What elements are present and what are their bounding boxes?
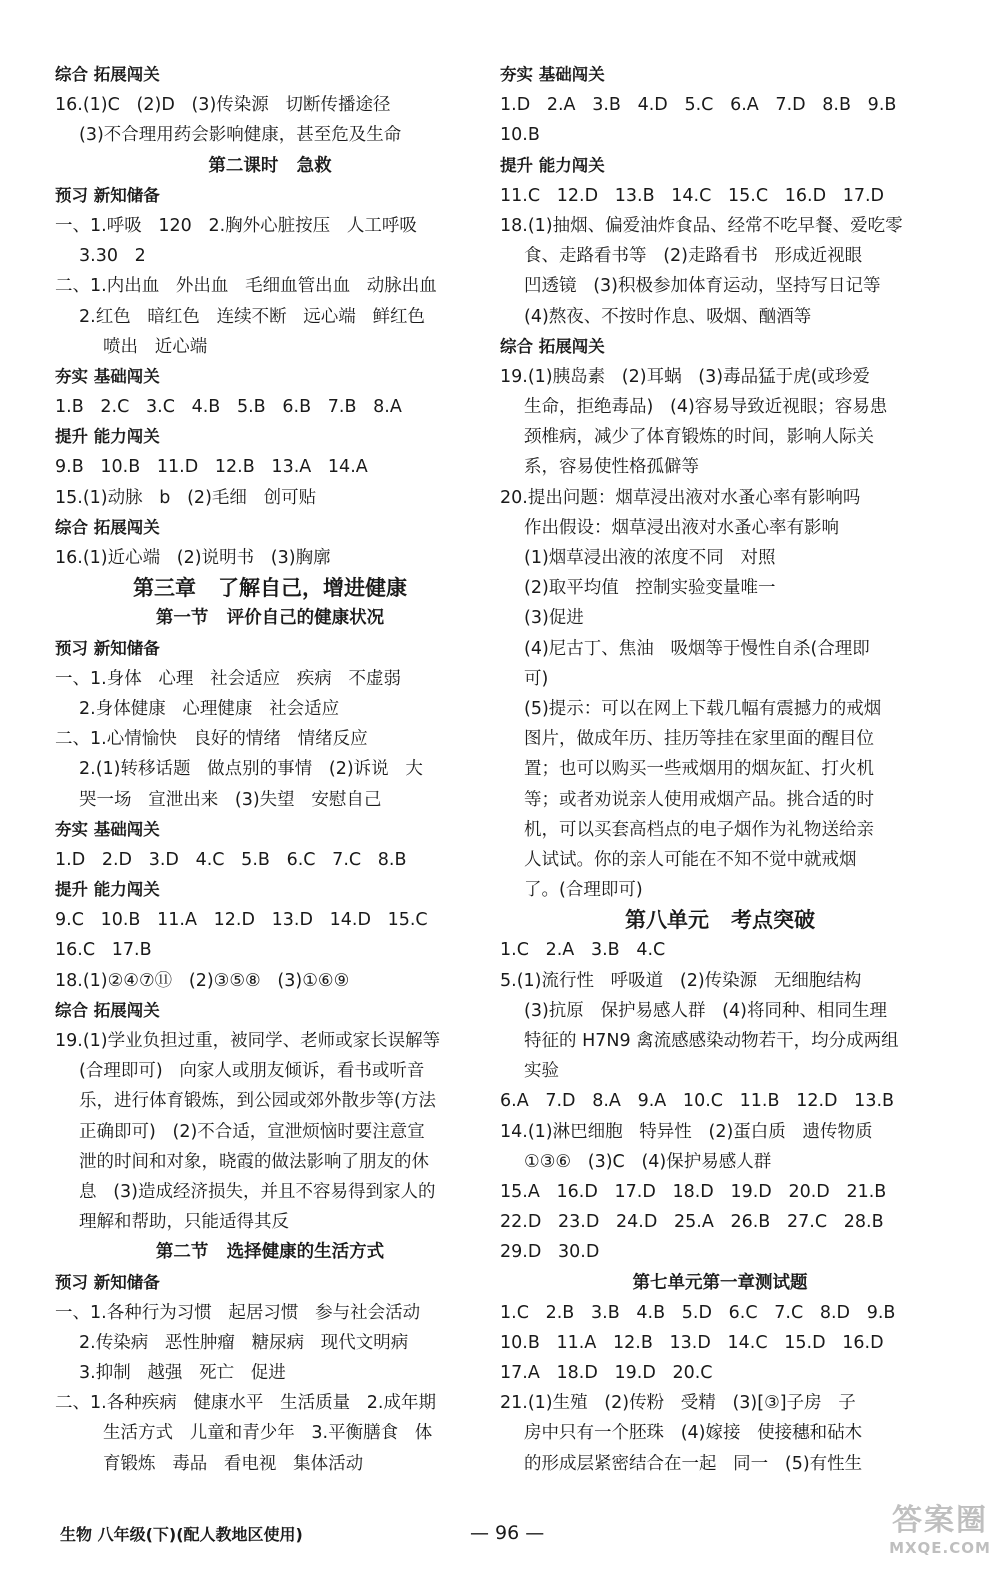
answer-line: 正确即可) (2)不合适，宣泄烦恼时要注意宣 xyxy=(79,1121,425,1142)
answer-line: 哭一场 宣泄出来 (3)失望 安慰自己 xyxy=(79,789,382,810)
section-label: 综合 拓展闯关 xyxy=(55,65,160,84)
answer-line: 凹透镜 (3)积极参加体育运动，坚持写日记等 xyxy=(524,276,881,297)
answer-line: 6.A 7.D 8.A 9.A 10.C 11.B 12.D 13.B xyxy=(500,1091,895,1112)
answer-line: ①③⑥ (3)C (4)保护易感人群 xyxy=(524,1151,772,1172)
section-label: 预习 新知储备 xyxy=(55,185,160,205)
answer-line: 2.身体健康 心理健康 社会适应 xyxy=(79,698,340,719)
answer-line: 人试试。你的亲人可能在不知不觉中就戒烟 xyxy=(524,849,857,870)
answer-line: 理解和帮助，只能适得其反 xyxy=(79,1212,289,1233)
section-label: 夯实 基础闯关 xyxy=(500,65,605,84)
watermark-url: MXQE.COM xyxy=(889,1539,991,1557)
section-label: 预习 新知储备 xyxy=(55,638,160,658)
left-answer-column xyxy=(55,60,485,1479)
answer-line: 图片，做成年历、挂历等挂在家里面的醒目位 xyxy=(524,729,874,750)
answer-line: 22.D 23.D 24.D 25.A 26.B 27.C 28.B xyxy=(500,1212,884,1233)
page-footer xyxy=(60,1522,940,1545)
section-label: 夯实 基础闯关 xyxy=(55,366,160,386)
answer-line: 11.C 12.D 13.B 14.C 15.C 16.D 17.D xyxy=(500,185,885,206)
answer-line: 育锻炼 毒品 看电视 集体活动 xyxy=(103,1453,364,1474)
footer-subject: 生物 八年级(下)(配人教地区使用) xyxy=(60,1525,303,1544)
answer-line: 等；或者劝说亲人使用戒烟产品。挑合适的时 xyxy=(524,789,874,810)
answer-line: 14.(1)淋巴细胞 特异性 (2)蛋白质 遗传物质 xyxy=(500,1121,873,1142)
answer-line: 9.B 10.B 11.D 12.B 13.A 14.A xyxy=(55,457,368,478)
answer-line: (合理即可) 向家人或朋友倾诉，看书或听音 xyxy=(79,1061,425,1082)
answer-line: 喷出 近心端 xyxy=(103,336,208,357)
answer-line: 1.D 2.A 3.B 4.D 5.C 6.A 7.D 8.B 9.B xyxy=(500,95,897,116)
answer-line: 2.(1)转移话题 做点别的事情 (2)诉说 大 xyxy=(79,759,423,780)
lesson-heading: 第二节 选择健康的生活方式 xyxy=(155,1242,385,1263)
answer-line: 15.(1)动脉 b (2)毛细 创可贴 xyxy=(55,487,317,508)
answer-line: 15.A 16.D 17.D 18.D 19.D 20.D 21.B xyxy=(500,1181,887,1202)
section-label: 提升 能力闯关 xyxy=(55,880,160,900)
answer-line: 19.(1)胰岛素 (2)耳蜗 (3)毒品猛于虎(或珍爱 xyxy=(500,366,870,387)
answer-line: 置；也可以购买一些戒烟用的烟灰缸、打火机 xyxy=(524,759,874,780)
answer-line: 9.C 10.B 11.A 12.D 13.D 14.D 15.C xyxy=(55,910,428,931)
answer-line: 2.红色 暗红色 连续不断 远心端 鲜红色 xyxy=(79,306,425,327)
chapter-heading: 第三章 了解自己，增进健康 xyxy=(133,576,407,601)
answer-line: 2.传染病 恶性肿瘤 糖尿病 现代文明病 xyxy=(79,1332,409,1353)
answer-line: 16.(1)近心端 (2)说明书 (3)胸廓 xyxy=(55,548,331,568)
answer-line: 一、1.身体 心理 社会适应 疾病 不虚弱 xyxy=(55,668,401,689)
answer-line: 息 (3)造成经济损失，并且不容易得到家人的 xyxy=(79,1181,436,1202)
answer-line: 系，容易使性格孤僻等 xyxy=(524,457,699,478)
answer-line: 1.C 2.A 3.B 4.C xyxy=(500,940,666,961)
answer-line: (3)促进 xyxy=(524,608,584,629)
answer-line: 10.B 11.A 12.B 13.D 14.C 15.D 16.D xyxy=(500,1332,884,1353)
answer-line: 实验 xyxy=(524,1061,559,1082)
answer-line: (3)不合理用药会影响健康，甚至危及生命 xyxy=(79,125,402,146)
section-label: 夯实 基础闯关 xyxy=(55,819,160,839)
section-label: 综合 拓展闯关 xyxy=(500,336,605,356)
answer-line: 3.抑制 越强 死亡 促进 xyxy=(79,1363,286,1384)
answer-line: 的形成层紧密结合在一起 同一 (5)有性生 xyxy=(524,1453,863,1474)
answer-line: 1.B 2.C 3.C 4.B 5.B 6.B 7.B 8.A xyxy=(55,397,402,418)
answer-line: 21.(1)生殖 (2)传粉 受精 (3)[③]子房 子 xyxy=(500,1393,856,1414)
answer-line: (5)提示：可以在网上下载几幅有震撼力的戒烟 xyxy=(524,698,882,719)
answer-line: 可) xyxy=(524,668,549,689)
answer-line: 食、走路看书等 (2)走路看书 形成近视眼 xyxy=(524,246,863,267)
answer-line: 乐，进行体育锻炼，到公园或郊外散步等(方法 xyxy=(79,1091,436,1112)
answer-line: 一、1.各种行为习惯 起居习惯 参与社会活动 xyxy=(55,1302,421,1323)
answer-line: 了。(合理即可) xyxy=(524,880,643,901)
answer-line: (4)尼古丁、焦油 吸烟等于慢性自杀(合理即 xyxy=(524,638,870,659)
answer-line: 特征的 H7N9 禽流感感染动物若干，均分成两组 xyxy=(524,1031,899,1051)
answer-line: 3.30 2 xyxy=(79,246,146,267)
answer-line: 16.C 17.B xyxy=(55,940,152,961)
section-label: 提升 能力闯关 xyxy=(55,427,160,447)
answer-line: 29.D 30.D xyxy=(500,1242,600,1263)
answer-line: 16.(1)C (2)D (3)传染源 切断传播途径 xyxy=(55,95,391,116)
answer-line: 泄的时间和对象，晓霞的做法影响了朋友的休 xyxy=(79,1151,429,1172)
answer-line: 17.A 18.D 19.D 20.C xyxy=(500,1363,713,1384)
lesson-heading: 第七单元第一章测试题 xyxy=(632,1272,808,1293)
section-label: 提升 能力闯关 xyxy=(500,155,605,175)
watermark-logo-text: 答案圈 xyxy=(892,1503,988,1538)
answer-line: 颈椎病，减少了体育锻炼的时间，影响人际关 xyxy=(524,427,874,448)
lesson-heading: 第二课时 急救 xyxy=(208,155,332,176)
section-label: 预习 新知储备 xyxy=(55,1272,160,1292)
section-label: 综合 拓展闯关 xyxy=(55,517,160,537)
answer-line: 机，可以买套高档点的电子烟作为礼物送给亲 xyxy=(524,819,874,840)
answer-line: 5.(1)流行性 呼吸道 (2)传染源 无细胞结构 xyxy=(500,970,862,991)
answer-line: 二、1.心情愉快 良好的情绪 情绪反应 xyxy=(55,729,368,750)
answer-line: 20.提出问题：烟草浸出液对水蚤心率有影响吗 xyxy=(500,487,861,508)
answer-line: 二、1.各种疾病 健康水平 生活质量 2.成年期 xyxy=(55,1393,436,1414)
answer-line: 19.(1)学业负担过重，被同学、老师或家长误解等 xyxy=(55,1031,441,1051)
chapter-heading: 第八单元 考点突破 xyxy=(625,908,815,933)
answer-line: (2)取平均值 控制实验变量唯一 xyxy=(524,578,776,599)
lesson-heading: 第一节 评价自己的健康状况 xyxy=(155,608,385,629)
answer-line: 18.(1)②④⑦⑪ (2)③⑤⑧ (3)①⑥⑨ xyxy=(55,970,350,991)
answer-line: (1)烟草浸出液的浓度不同 对照 xyxy=(524,548,776,568)
answer-line: 生活方式 儿童和青少年 3.平衡膳食 体 xyxy=(103,1423,433,1444)
answer-line: (3)抗原 保护易感人群 (4)将同种、相同生理 xyxy=(524,1000,887,1021)
right-answer-column xyxy=(500,60,940,1479)
answer-line: 生命，拒绝毒品) (4)容易导致近视眼；容易患 xyxy=(524,397,888,418)
page-number: — 96 — xyxy=(470,1522,545,1544)
answer-line: 作出假设：烟草浸出液对水蚤心率有影响 xyxy=(524,517,839,538)
answer-line: 1.D 2.D 3.D 4.C 5.B 6.C 7.C 8.B xyxy=(55,849,407,870)
section-label: 综合 拓展闯关 xyxy=(55,1000,160,1020)
answer-line: 一、1.呼吸 120 2.胸外心脏按压 人工呼吸 xyxy=(55,215,417,236)
answer-line: 房中只有一个胚珠 (4)嫁接 使接穗和砧木 xyxy=(524,1423,863,1444)
answer-line: 10.B xyxy=(500,125,540,146)
answer-line: 1.C 2.B 3.B 4.B 5.D 6.C 7.C 8.D 9.B xyxy=(500,1302,896,1323)
site-watermark xyxy=(885,1495,995,1565)
answer-line: (4)熬夜、不按时作息、吸烟、酗酒等 xyxy=(524,306,812,327)
answer-line: 18.(1)抽烟、偏爱油炸食品、经常不吃早餐、爱吃零 xyxy=(500,215,903,236)
answer-line: 二、1.内出血 外出血 毛细血管出血 动脉出血 xyxy=(55,276,437,297)
